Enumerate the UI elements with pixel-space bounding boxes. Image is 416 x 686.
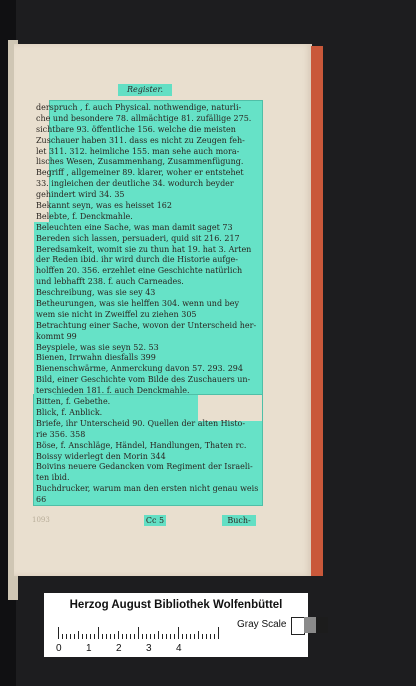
ruler-tick [78,631,79,639]
register-line: Begriff , allgemeiner 89. klarer, woher er entstehet [36,168,244,178]
ruler-tick [74,634,75,639]
register-line: let 311. 312. heimliche 155. man sehe auch mora- [36,146,240,156]
register-line: und lebhafft 238. f. auch Carneades. [36,277,184,287]
register-line: Beschreibung, was sie sey 43 [36,288,156,298]
ruler-tick [86,634,87,639]
register-line: Blick, f. Anblick. [36,407,103,417]
register-line: 33. ingleichen der deutliche 34. wodurch beyder [36,179,234,189]
ruler-number: 2 [116,643,122,654]
register-line: Beleuchten eine Sache, was man damit saget 73 [36,222,233,232]
ruler-tick [66,634,67,639]
catchword: Buch- [222,515,256,526]
ruler-number: 3 [146,643,152,654]
ruler-tick [110,634,111,639]
register-line: rie 356. 358 [36,429,86,439]
register-line: Boivins neuere Gedancken vom Regiment der Israeli- [36,462,253,472]
ruler-number: 1 [86,643,92,654]
ruler-tick [94,634,95,639]
ruler-tick [186,634,187,639]
register-line: derspruch , f. auch Physical. nothwendige, naturli- [36,103,242,112]
register-line: Zuschauer haben 311. dass es nicht zu Zeugen feh- [36,135,245,145]
ruler-number: 0 [56,643,62,654]
register-line: Bienenschwärme, Anmerckung davon 57. 293. 294 [36,364,243,374]
register-line: terschieden 181. f. auch Denckmahle. [36,386,190,396]
ruler-tick [146,634,147,639]
ruler-tick [162,634,163,639]
ruler-tick [166,634,167,639]
ruler-tick [102,634,103,639]
register-line: wem sie nicht in Zweiffel zu ziehen 305 [36,309,197,319]
register-line: Beredsamkeit, womit sie zu thun hat 19. hat 3. Arten [36,244,252,254]
library-title: Herzog August Bibliothek Wolfenbüttel [69,599,283,611]
ruler-tick [126,634,127,639]
ruler-tick [170,634,171,639]
register-line: Bekannt seyn, was es heisset 162 [36,201,172,211]
register-line: holffen 20. 356. erzehlet eine Geschichte natürlich [36,266,243,276]
register-line: Belebte, f. Denckmahle. [36,211,133,221]
ruler-tick [134,634,135,639]
register-line: gehindert wird 34. 35 [36,190,125,200]
register-line: Betrachtung einer Sache, wovon der Unterscheid her- [36,320,257,330]
ruler-tick [202,634,203,639]
register-text [36,103,262,506]
ruler-tick [174,634,175,639]
ruler-tick [114,634,115,639]
library-card [44,593,308,657]
ruler-tick [90,634,91,639]
register-line: Bild, einer Geschichte vom Bilde des Zuschauers un- [36,375,251,385]
register-line: der Reden ibid. ihr wird durch die Historie aufge- [36,255,238,265]
ruler-tick [118,631,119,639]
ruler-tick [138,627,139,639]
ruler-tick [210,634,211,639]
register-line: Bienen, Irrwahn diesfalls 399 [36,353,156,363]
ruler-tick [198,631,199,639]
ruler-number: 4 [176,643,182,654]
gray-swatch-dark [316,617,328,633]
ruler-tick [194,634,195,639]
gray-swatch-white [291,617,305,635]
register-line: ten ibid. [36,473,70,483]
register-line: Boissy widerlegt den Morin 344 [36,451,166,461]
register-line: Briefe, ihr Unterscheid 90. Quellen der alten Histo- [36,418,246,428]
ruler-tick [154,634,155,639]
ruler-tick [158,631,159,639]
gray-scale-label: Gray Scale [237,619,287,630]
ruler-tick [190,634,191,639]
ruler-tick [82,634,83,639]
scale-ruler [56,621,228,654]
ruler-tick [58,627,59,639]
register-line: sichtbare 93. öffentliche 156. welche die meisten [36,124,236,134]
running-head: Register. [118,84,172,96]
ruler-tick [178,627,179,639]
register-line: kommt 99 [36,331,77,341]
register-line: lisches Wesen, Zusammenhang, Zusammenfügung. [36,157,244,167]
ruler-tick [182,634,183,639]
faint-mark: 1093 [32,516,50,524]
register-line: Buchdrucker, warum man den ersten nicht genau weis [36,484,259,494]
ruler-tick [130,634,131,639]
page-fore-edge [311,46,323,576]
ruler-tick [98,627,99,639]
ruler-tick [218,627,219,639]
register-line: 66 [36,495,47,505]
gray-swatch-mid [304,617,316,633]
register-line: Betheurungen, was sie helffen 304. wenn und bey [36,299,239,309]
ruler-tick [122,634,123,639]
register-line: Böse, f. Anschläge, Händel, Handlungen, Thaten rc. [36,440,247,450]
register-line: Bereden sich lassen, persuaderi, quid sit 216. 217 [36,233,240,243]
register-line: Beyspiele, was sie seyn 52. 53 [36,342,159,352]
ruler-tick [106,634,107,639]
ruler-tick [150,634,151,639]
ruler-tick [214,634,215,639]
ruler-tick [70,634,71,639]
ruler-tick [62,634,63,639]
register-line: che und besondere 78. allmächtige 81. zufällige 275. [36,113,252,123]
register-line: Bitten, f. Gebethe. [36,397,111,407]
page-signature: Cc 5 [145,516,165,525]
ruler-tick [206,634,207,639]
ruler-tick [142,634,143,639]
